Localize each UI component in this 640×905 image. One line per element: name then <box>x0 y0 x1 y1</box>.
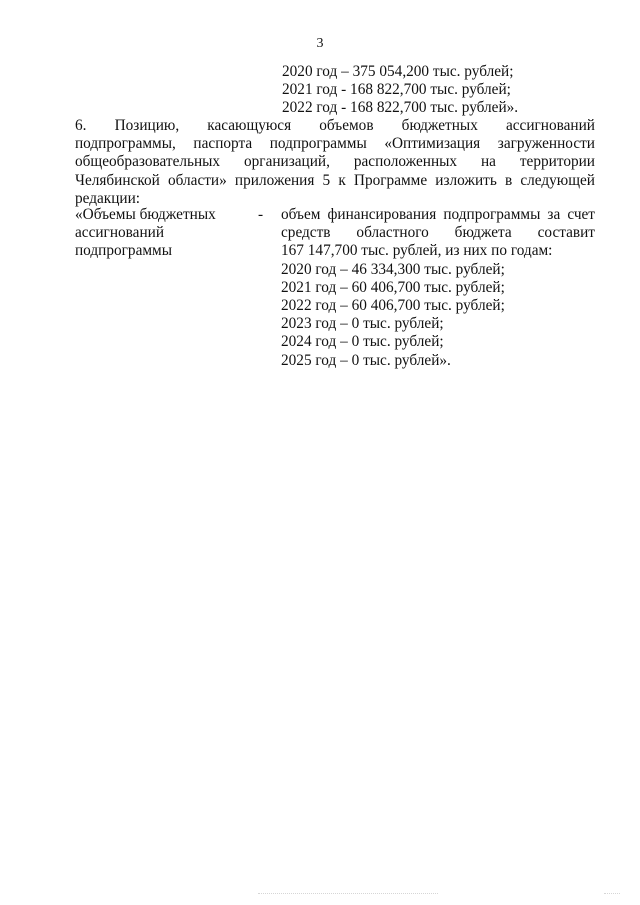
year-line: 2020 год – 46 334,300 тыс. рублей; <box>281 260 505 278</box>
value-line: 167 147,700 тыс. рублей, из них по годам: <box>281 242 553 260</box>
page-number: 3 <box>316 36 324 51</box>
funding-line: 2022 год - 168 822,700 тыс. рублей». <box>282 99 519 117</box>
funding-lines-top <box>282 63 518 118</box>
label-dash: - <box>258 206 264 223</box>
paragraph-line: редакции: <box>75 189 141 207</box>
value-line: средств областного бюджета составит <box>281 224 595 242</box>
scan-artifact <box>258 893 438 897</box>
label-line: подпрограммы <box>75 242 173 260</box>
label-line: ассигнований <box>75 224 165 242</box>
paragraph-line: Челябинской области» приложения 5 к Программе изложить в следующей <box>75 171 595 189</box>
paragraph-line: подпрограммы, паспорта подпрограммы «Оптимизация загруженности <box>75 135 595 153</box>
scan-artifact <box>604 893 620 897</box>
paragraph-line: общеобразовательных организаций, расположенных на территории <box>75 153 595 171</box>
passport-label <box>75 206 235 261</box>
year-line: 2024 год – 0 тыс. рублей; <box>281 333 444 351</box>
value-line: объем финансирования подпрограммы за счет <box>281 206 595 223</box>
year-line: 2025 год – 0 тыс. рублей». <box>281 351 451 369</box>
year-line: 2021 год – 60 406,700 тыс. рублей; <box>281 278 505 296</box>
label-line: «Объемы бюджетных <box>75 206 216 223</box>
year-line: 2023 год – 0 тыс. рублей; <box>281 315 444 333</box>
funding-line: 2021 год - 168 822,700 тыс. рублей; <box>282 81 511 99</box>
funding-line: 2020 год – 375 054,200 тыс. рублей; <box>282 63 514 80</box>
paragraph-item-6 <box>75 117 595 208</box>
year-line: 2022 год – 60 406,700 тыс. рублей; <box>281 297 505 315</box>
paragraph-line: 6. Позицию, касающуюся объемов бюджетных ассигнований <box>75 117 595 134</box>
passport-value <box>281 206 595 370</box>
